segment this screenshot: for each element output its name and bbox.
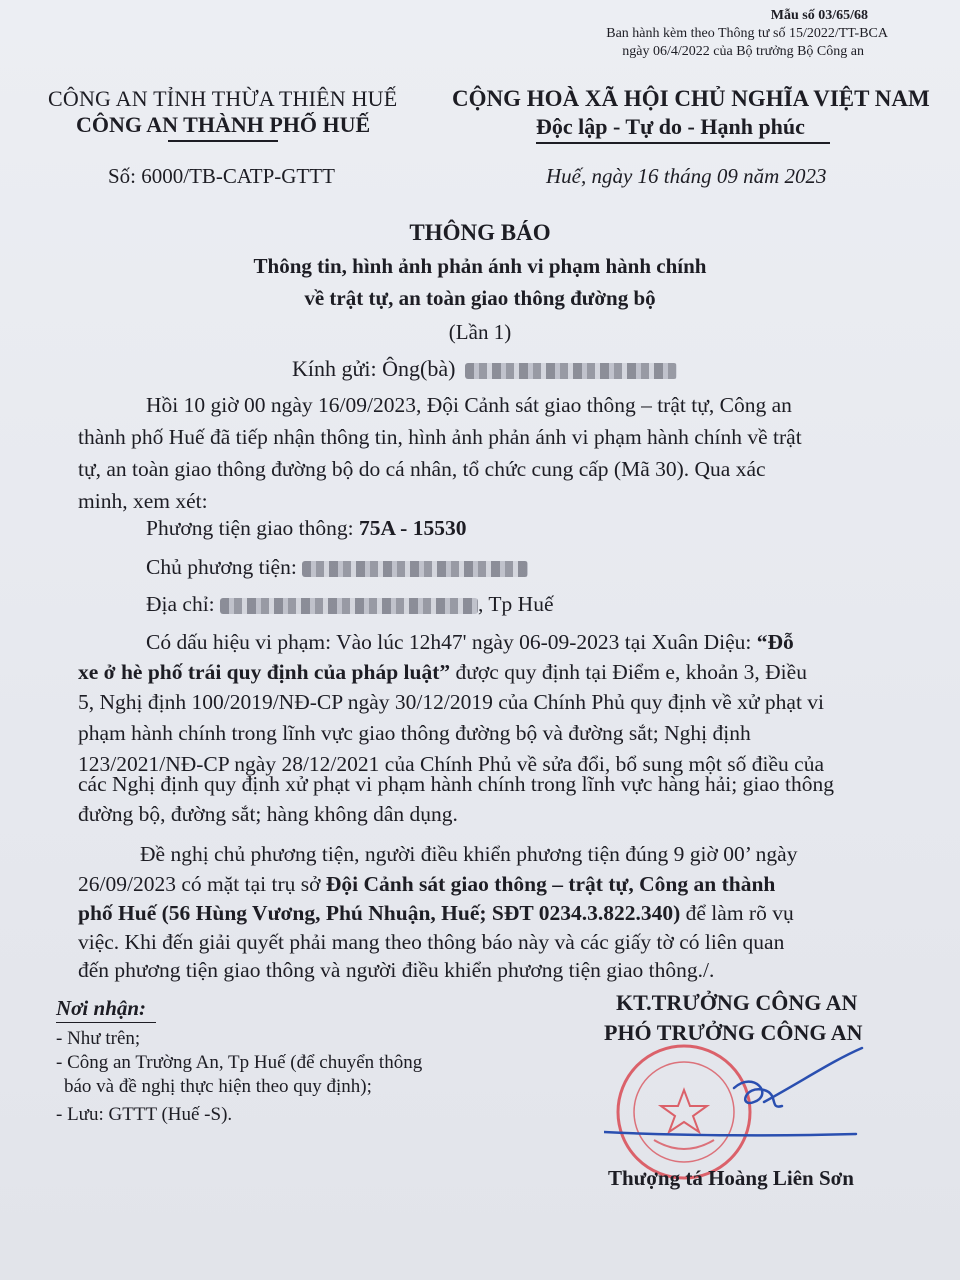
recipient-label: Kính gửi: Ông(bà) [292, 356, 456, 381]
request-office: Đội Cảnh sát giao thông – trật tự, Công an thành [325, 872, 776, 896]
signer-name: Thượng tá Hoàng Liên Sơn [608, 1166, 854, 1190]
para1-line-4: minh, xem xét: [78, 489, 208, 513]
violation-intro: Có dấu hiệu vi phạm: Vào lúc 12h47' ngày 06-09-2023 tại Xuân Diệu: [146, 630, 757, 654]
org-underline [168, 140, 278, 142]
redacted-recipient-name [465, 363, 677, 379]
violation-line-1 [146, 630, 794, 655]
request-line-3 [78, 901, 794, 926]
violation-quote-start: “Đỗ [756, 630, 794, 654]
request-line-4: việc. Khi đến giải quyết phải mang theo thông báo này và các giấy tờ có liên quan [78, 930, 785, 954]
recipient-item-1: - Như trên; [56, 1028, 141, 1049]
recipient-line [292, 356, 677, 382]
document-title: THÔNG BÁO [409, 220, 551, 245]
request-office-address: phố Huế (56 Hùng Vương, Phú Nhuận, Huế; SĐT 0234.3.822.340) [78, 901, 681, 925]
org-unit: CÔNG AN THÀNH PHỐ HUẾ [76, 112, 371, 137]
address-suffix: , Tp Huế [478, 592, 554, 616]
owner-label: Chủ phương tiện: [146, 555, 303, 579]
form-issued-line-2: ngày 06/4/2022 của Bộ trưởng Bộ Công an [622, 44, 864, 59]
para1-line-3: tự, an toàn giao thông đường bộ do cá nhân, tổ chức cung cấp (Mã 30). Qua xác [78, 457, 766, 481]
document-date: Huế, ngày 16 tháng 09 năm 2023 [546, 164, 827, 188]
address-line [146, 592, 554, 617]
redacted-owner-name [302, 561, 528, 577]
address-label: Địa chỉ: [146, 592, 221, 616]
signature-title-1: KT.TRƯỞNG CÔNG AN [616, 990, 858, 1015]
recipient-item-4: - Lưu: GTTT (Huế -S). [56, 1104, 233, 1125]
violation-reference: được quy định tại Điểm e, khoản 3, Điều [450, 660, 807, 684]
seal-icon [618, 1046, 750, 1178]
document-subtitle-2: về trật tự, an toàn giao thông đường bộ [304, 286, 656, 310]
violation-line-3: 5, Nghị định 100/2019/NĐ-CP ngày 30/12/2019 của Chính Phủ quy định về xử phạt vi [78, 690, 825, 714]
document-subtitle-1: Thông tin, hình ảnh phản ánh vi phạm hành chính [253, 254, 707, 278]
violation-quote: xe ở hè phố trái quy định của pháp luật” [78, 660, 451, 684]
vehicle-plate: 75A - 15530 [358, 516, 467, 540]
violation-line-4: phạm hành chính trong lĩnh vực giao thông đường bộ và đường sắt; Nghị định [78, 721, 751, 745]
violation-line-2 [78, 660, 807, 685]
org-parent: CÔNG AN TỈNH THỪA THIÊN HUẾ [48, 86, 398, 111]
owner-line [146, 555, 528, 580]
para1-line-1: Hồi 10 giờ 00 ngày 16/09/2023, Đội Cảnh sát giao thông – trật tự, Công an [146, 393, 792, 417]
vehicle-line [146, 516, 466, 541]
request-purpose: để làm rõ vụ [680, 901, 794, 925]
nation-title: CỘNG HOÀ XÃ HỘI CHỦ NGHĨA VIỆT NAM [452, 86, 930, 111]
motto-underline [536, 142, 830, 144]
vehicle-label: Phương tiện giao thông: [146, 516, 359, 540]
recipients-underline [56, 1022, 156, 1023]
violation-line-5: 123/2021/NĐ-CP ngày 28/12/2021 của Chính Phủ về sửa đổi, bổ sung một số điều của [78, 752, 824, 776]
request-prefix: 26/09/2023 có mặt tại trụ sở [78, 872, 326, 896]
violation-line-6: các Nghị định quy định xử phạt vi phạm hành chính trong lĩnh vực hàng hải; giao thông [78, 772, 834, 796]
request-line-5: đến phương tiện giao thông và người điều khiển phương tiện giao thông./. [78, 958, 715, 982]
para1-line-2: thành phố Huế đã tiếp nhận thông tin, hình ảnh phản ánh vi phạm hành chính về trật [78, 425, 802, 449]
signature-title-2: PHÓ TRƯỞNG CÔNG AN [604, 1020, 863, 1045]
recipients-title: Nơi nhận: [56, 996, 147, 1020]
recipient-item-2: - Công an Trường An, Tp Huế (để chuyển thông [56, 1052, 423, 1073]
violation-line-7: đường bộ, đường sắt; hàng không dân dụng. [78, 802, 458, 826]
official-seal-and-signature [604, 1040, 864, 1180]
document-number: Số: 6000/TB-CATP-GTTT [108, 164, 335, 188]
request-line-2 [78, 872, 775, 897]
request-line-1: Đề nghị chủ phương tiện, người điều khiển phương tiện đúng 9 giờ 00’ ngày [140, 842, 798, 866]
form-issued-line-1: Ban hành kèm theo Thông tư số 15/2022/TT-BCA [606, 26, 888, 41]
redacted-address [220, 598, 478, 614]
notice-round: (Lần 1) [448, 320, 512, 344]
form-number: Mẫu số 03/65/68 [770, 8, 868, 23]
national-motto: Độc lập - Tự do - Hạnh phúc [536, 114, 805, 139]
recipient-item-3: báo và đề nghị thực hiện theo quy định); [64, 1076, 372, 1097]
